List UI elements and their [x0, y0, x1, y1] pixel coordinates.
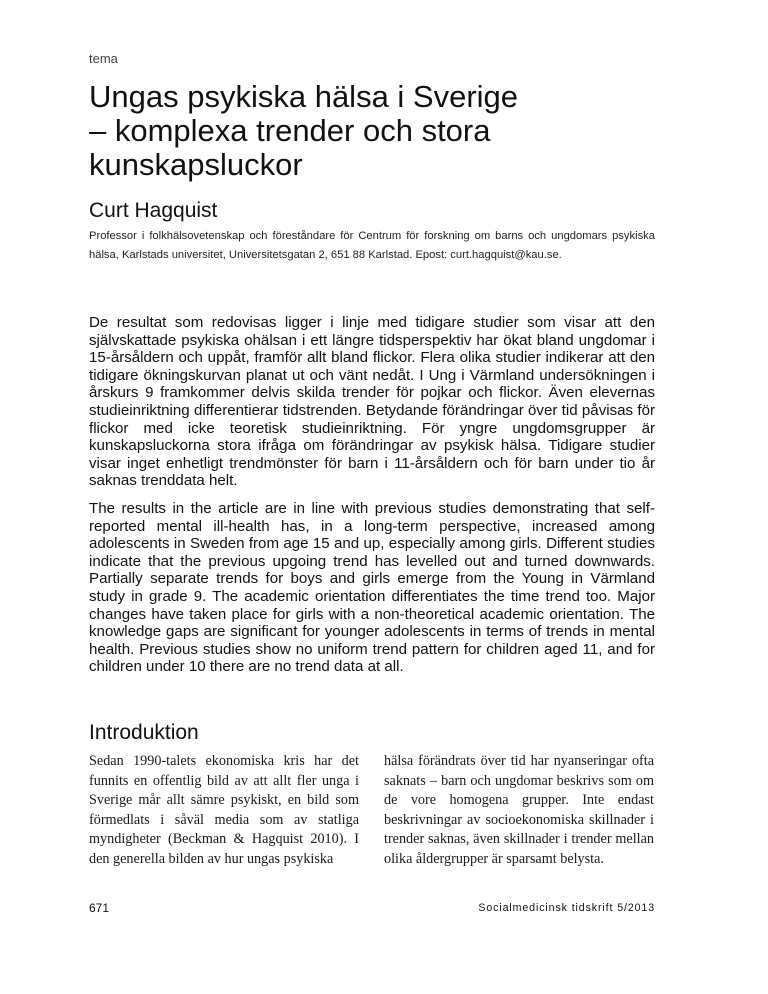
title-line: kunskapsluckor: [89, 147, 303, 182]
abstract-swedish: De resultat som redovisas ligger i linje med tidigare studier som visar att den självskattade psykiska ohälsan i ett längre tidsperspektiv har ökat bland ungdomar i 15-årsåldern och uppåt, framför allt bland flickor. Flera olika studier indikerar att den tidigare ökningskurvan planat ut och vänt nedåt. I Ung i Värmland undersökningen i årskurs 9 framkommer delvis skilda trender för pojkar och flickor. Även elevernas studieinriktning differentierar tidstrenden. Betydande förändringar över tid påvisas för flickor med icke teoretisk studieinriktning. För yngre ungdomsgrupper är kunskapsluckorna stora ifråga om förändringar av psykisk hälsa. Tidigare studier visar inget enhetligt trendmönster för barn i 11-årsåldern och för barn under tio år saknas trenddata helt.: [89, 314, 655, 490]
section-heading-introduction: Introduktion: [89, 721, 199, 744]
author-name: Curt Hagquist: [89, 199, 218, 222]
author-affiliation: Professor i folkhälsovetenskap och föreståndare för Centrum för forskning om barns och ungdomars psykiska hälsa, Karlstads universitet, Universitetsgatan 2, 651 88 Karlstad. Epost: curt.hagquist@kau.se.: [89, 230, 655, 261]
abstract-english: The results in the article are in line with previous studies demonstrating that self-reported mental ill-health has, in a long-term perspective, increased among adolescents in Sweden from age 15 and up, especially among girls. Different studies indicate that the previous upgoing trend has levelled out and turned downwards. Partially separate trends for boys and girls emerge from the Young in Värmland study in grade 9. The academic orientation differentiates the time trend too. Major changes have taken place for girls with a non-theoretical academic orientation. The knowledge gaps are significant for younger adolescents in terms of trends in mental health. Previous studies show no uniform trend pattern for children aged 11, and for children under 10 there are no trend data at all.: [89, 500, 655, 676]
section-label: tema: [89, 51, 118, 66]
body-text-column-left: Sedan 1990-talets ekonomiska kris har det funnits en offentlig bild av att allt fler unga i Sverige mår allt sämre psykiskt, en bild som förmedlats i såväl media som av statliga myndigheter (Beckman & Hagquist 2010). I den generella bilden av hur ungas psykiska: [89, 753, 359, 867]
article-title: [89, 80, 649, 182]
journal-footer: Socialmedicinsk tidskrift 5/2013: [478, 902, 655, 914]
body-text-column-right: hälsa förändrats över tid har nyanseringar ofta saknats – barn och ungdomar beskrivs som om de vore homogena grupper. Inte endast beskrivningar av socioekonomiska skillnader i trender saknas, även skillnader i trender mellan olika åldergrupper är sparsamt belysta.: [384, 753, 654, 867]
page-number: 671: [89, 901, 110, 915]
title-line: Ungas psykiska hälsa i Sverige: [89, 79, 519, 114]
title-line: – komplexa trender och stora: [89, 113, 491, 148]
